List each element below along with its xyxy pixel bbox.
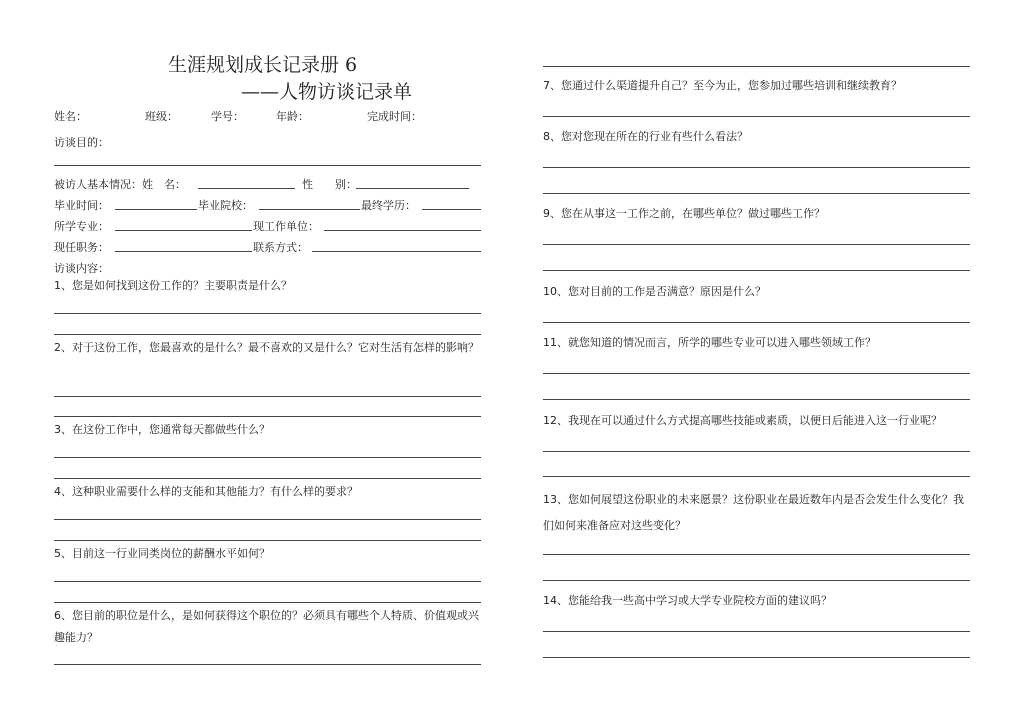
question-12: 12、我现在可以通过什么方式提高哪些技能或素质，以便日后能进入这一行业呢？	[543, 414, 942, 427]
answer-line[interactable]	[543, 373, 970, 374]
answer-line[interactable]	[543, 322, 970, 323]
answer-line[interactable]	[54, 581, 481, 582]
gender-label: 性 别：	[302, 178, 357, 191]
answer-line[interactable]	[54, 664, 481, 665]
question-11: 11、就您知道的情况而言，所学的哪些专业可以进入哪些领域工作？	[543, 336, 876, 349]
question-13: 13、您如何展望这份职业的未来愿景？这份职业在最近数年内是否会发生什么变化？我们如何来准备应对这些变化？	[543, 493, 964, 532]
answer-line[interactable]	[543, 631, 970, 632]
position-blank[interactable]	[115, 251, 252, 252]
answer-line[interactable]	[54, 478, 481, 479]
purpose-label: 访谈目的：	[54, 136, 109, 149]
answer-line[interactable]	[54, 416, 481, 417]
question-8: 8、您对您现在所在的行业有些什么看法？	[543, 130, 748, 143]
basic-info-label: 被访人基本情况：姓 名：	[54, 178, 186, 191]
question-10: 10、您对目前的工作是否满意？原因是什么？	[543, 285, 766, 298]
name-label: 姓名：	[54, 110, 87, 123]
contact-label: 联系方式：	[253, 241, 308, 254]
answer-line[interactable]	[543, 116, 970, 117]
answer-line[interactable]	[54, 334, 481, 335]
major-label: 所学专业：	[54, 220, 109, 233]
degree-label: 最终学历：	[361, 199, 416, 212]
question-5: 5、目前这一行业同类岗位的薪酬水平如何？	[54, 547, 270, 560]
answer-line[interactable]	[543, 451, 970, 452]
question-4: 4、这种职业需要什么样的支能和其他能力？有什么样的要求？	[54, 485, 358, 498]
answer-line[interactable]	[543, 167, 970, 168]
grad-school-blank[interactable]	[259, 209, 360, 210]
answer-line[interactable]	[54, 396, 481, 397]
answer-line[interactable]	[543, 270, 970, 271]
position-label: 现任职务：	[54, 241, 109, 254]
answer-line[interactable]	[54, 457, 481, 458]
answer-line[interactable]	[543, 657, 970, 658]
question-14: 14、您能给我一些高中学习或大学专业院校方面的建议吗？	[543, 594, 832, 607]
student-id-label: 学号：	[211, 110, 244, 123]
question-1: 1、您是如何找到这份工作的？主要职责是什么？	[54, 279, 292, 292]
answer-line[interactable]	[54, 540, 481, 541]
age-label: 年龄：	[276, 110, 309, 123]
content-label: 访谈内容：	[54, 262, 109, 275]
grad-school-label: 毕业院校：	[198, 199, 253, 212]
grad-time-label: 毕业时间：	[54, 199, 109, 212]
employer-blank[interactable]	[324, 230, 481, 231]
answer-line[interactable]	[54, 602, 481, 603]
answer-line[interactable]	[543, 399, 970, 400]
major-blank[interactable]	[115, 230, 252, 231]
purpose-line[interactable]	[54, 165, 481, 166]
class-label: 班级：	[145, 110, 178, 123]
answer-line[interactable]	[543, 476, 970, 477]
employer-label: 现工作单位：	[253, 220, 319, 233]
question-9: 9、您在从事这一工作之前，在哪些单位？做过哪些工作？	[543, 207, 825, 220]
answer-line[interactable]	[54, 519, 481, 520]
grad-time-blank[interactable]	[115, 209, 197, 210]
question-3: 3、在这份工作中，您通常每天都做些什么？	[54, 423, 270, 436]
answer-line[interactable]	[543, 193, 970, 194]
answer-line[interactable]	[543, 580, 970, 581]
page-title: 生涯规划成长记录册 6	[168, 54, 358, 76]
interviewee-name-blank[interactable]	[198, 188, 295, 189]
degree-blank[interactable]	[422, 209, 481, 210]
finish-time-label: 完成时间：	[367, 110, 422, 123]
answer-line[interactable]	[54, 313, 481, 314]
question-6: 6、您目前的职位是什么，是如何获得这个职位的？必须具有哪些个人特质、价值观或兴趣能力？	[54, 609, 479, 644]
question-2: 2、对于这份工作，您最喜欢的是什么？最不喜欢的又是什么？它对生活有怎样的影响？	[54, 341, 479, 354]
answer-line[interactable]	[543, 554, 970, 555]
page-subtitle: ——人物访谈记录单	[241, 81, 413, 103]
contact-blank[interactable]	[312, 251, 481, 252]
question-7: 7、您通过什么渠道提升自己？至今为止，您参加过哪些培训和继续教育？	[543, 79, 902, 92]
answer-line[interactable]	[543, 244, 970, 245]
gender-blank[interactable]	[356, 188, 469, 189]
answer-line[interactable]	[543, 66, 970, 67]
